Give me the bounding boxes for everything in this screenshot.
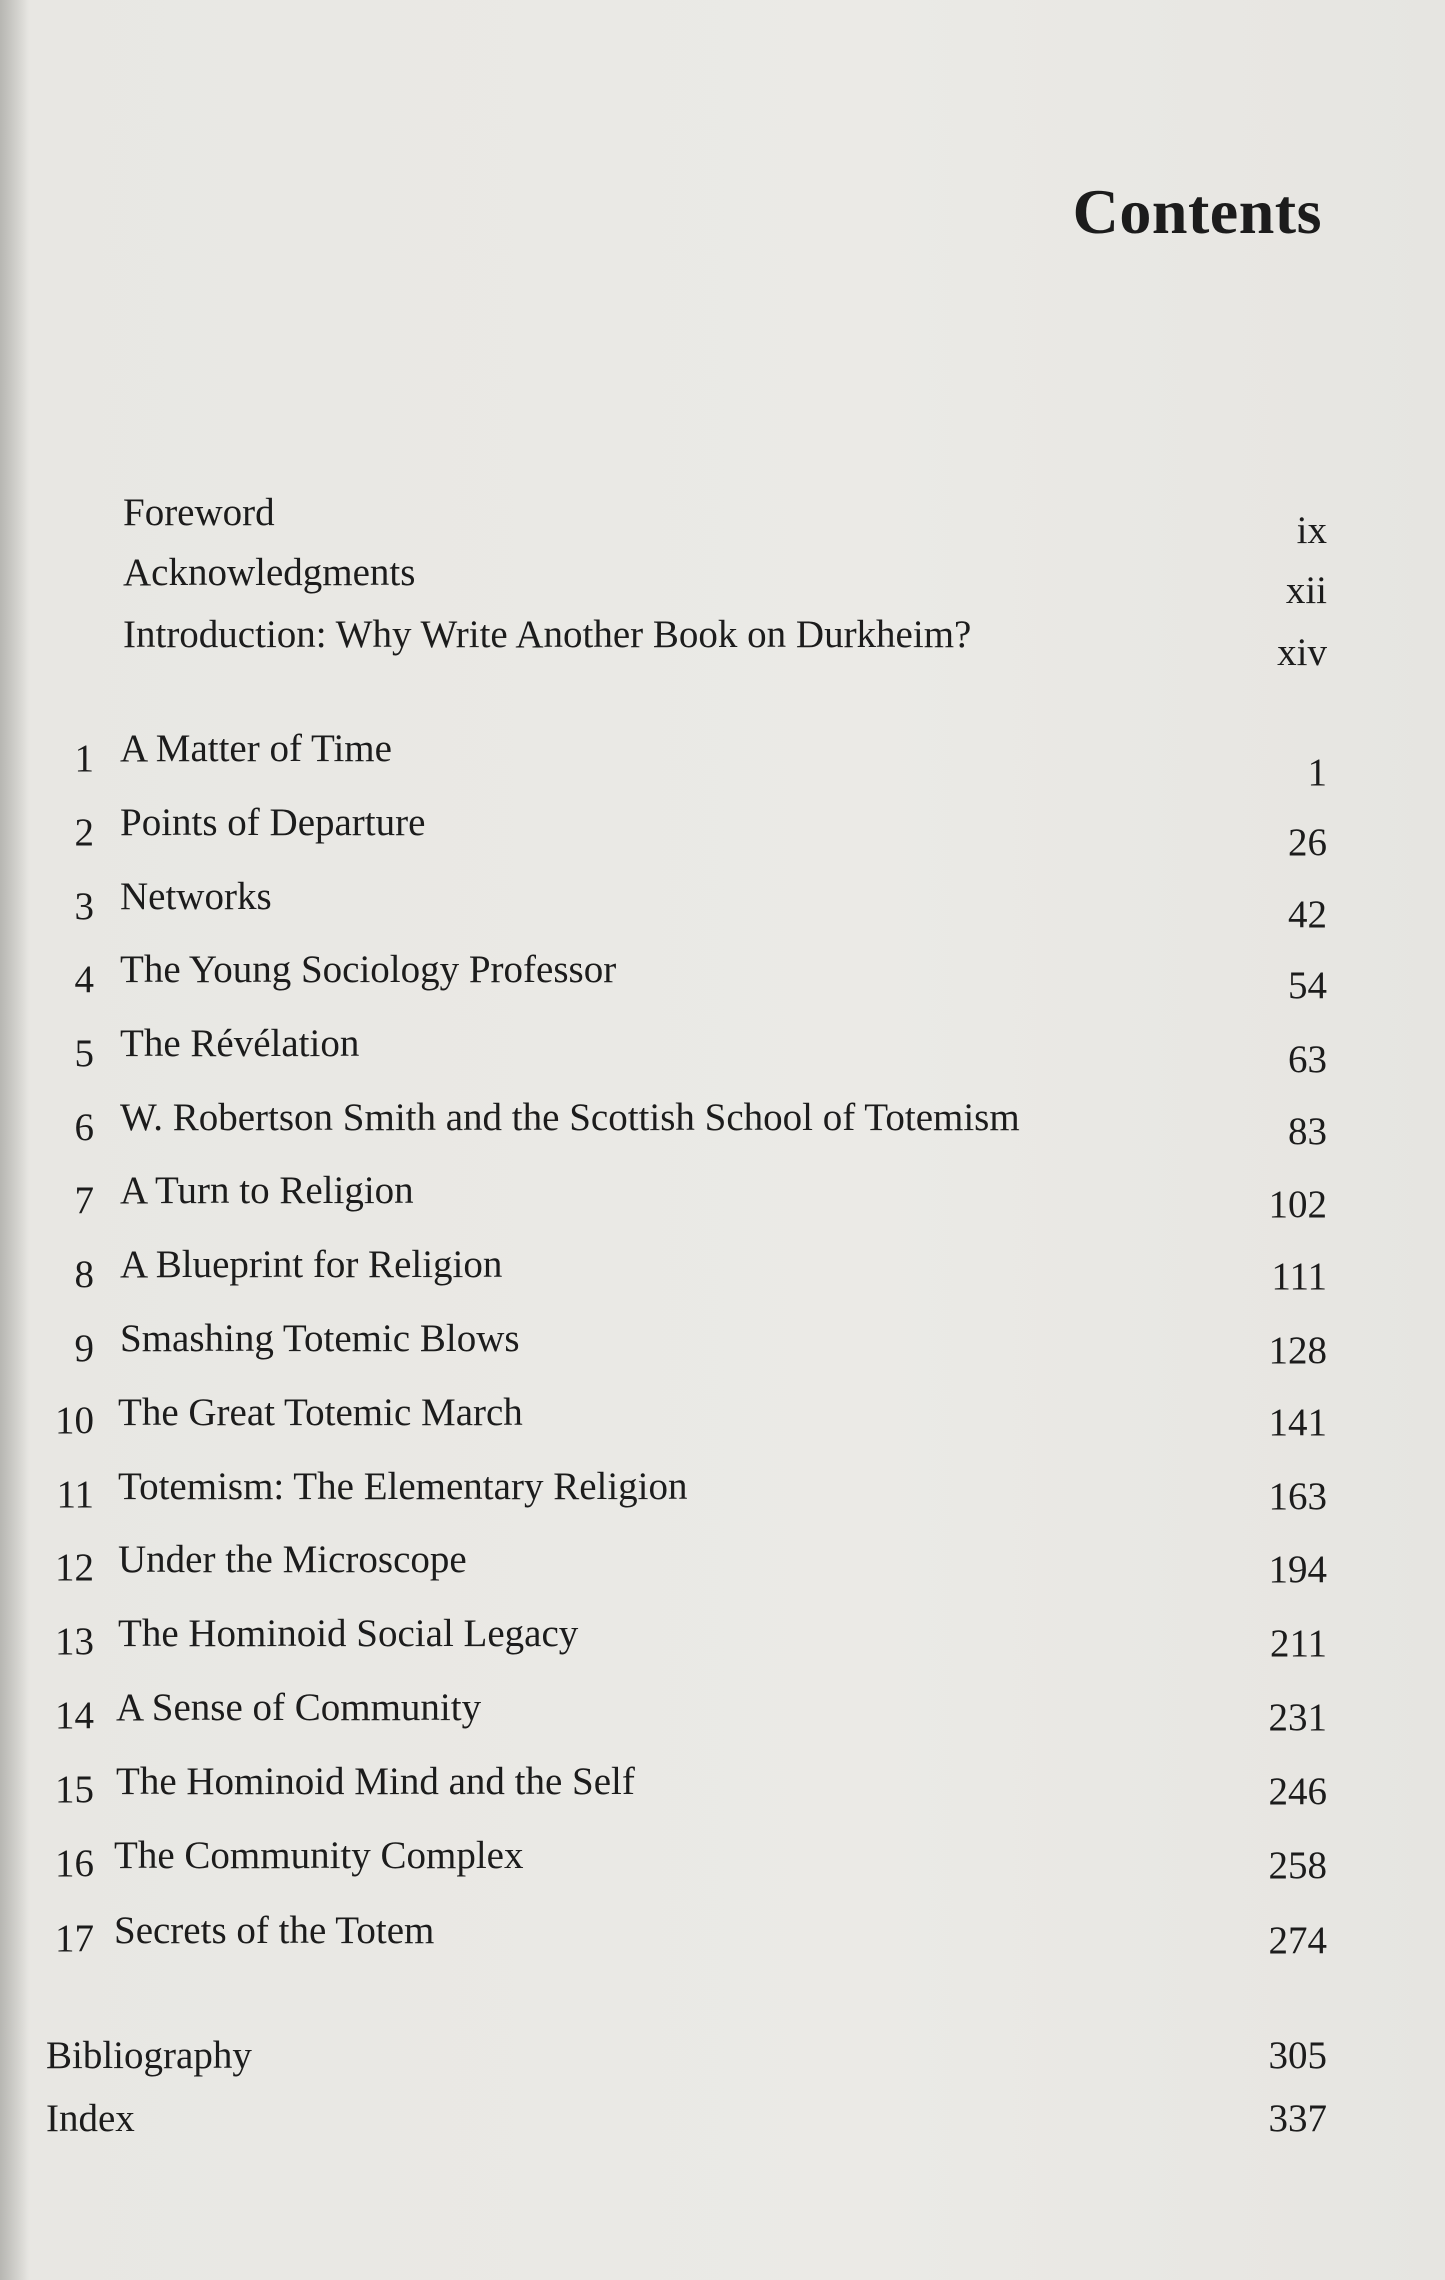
toc-entry-chapter — [0, 1833, 1445, 1893]
toc-entry-chapter — [0, 800, 1445, 864]
chapter-number: 7 — [74, 1179, 94, 1222]
toc-entry-chapter — [0, 726, 1445, 794]
toc-entry-page: 337 — [1268, 2097, 1327, 2140]
toc-entry-page: 305 — [1268, 2034, 1327, 2077]
toc-entry-chapter — [0, 1168, 1445, 1228]
toc-entry-title: A Matter of Time — [120, 727, 392, 770]
chapter-number: 11 — [56, 1473, 94, 1516]
toc-entry-title: Foreword — [123, 491, 275, 534]
toc-entry-chapter — [0, 1316, 1445, 1376]
toc-entry-page: 194 — [1268, 1548, 1327, 1591]
toc-entry-page: 274 — [1268, 1919, 1327, 1962]
toc-entry-chapter — [0, 874, 1445, 934]
chapter-number: 15 — [55, 1768, 94, 1811]
toc-entry-title: Points of Departure — [120, 801, 426, 844]
toc-entry-chapter — [0, 947, 1445, 1007]
toc-entry-page: 54 — [1288, 964, 1327, 1007]
toc-entry-page: 246 — [1268, 1770, 1327, 1813]
toc-entry-front-matter — [0, 550, 1445, 610]
chapter-number: 2 — [74, 811, 94, 854]
toc-entry-page: 128 — [1268, 1329, 1327, 1372]
toc-entry-chapter — [0, 1759, 1445, 1819]
toc-entry-page: 102 — [1268, 1183, 1327, 1226]
chapter-number: 12 — [55, 1546, 94, 1589]
toc-entry-title: The Young Sociology Professor — [120, 948, 617, 991]
toc-entry-title: Introduction: Why Write Another Book on Durkheim? — [123, 613, 972, 656]
toc-entry-title: Index — [46, 2097, 135, 2140]
toc-entry-title: A Blueprint for Religion — [120, 1243, 503, 1286]
toc-entry-page: ix — [1296, 509, 1327, 552]
toc-entry-chapter — [0, 1685, 1445, 1745]
toc-entry-page: 163 — [1268, 1475, 1327, 1518]
toc-entry-front-matter — [0, 490, 1445, 550]
toc-entry-title: A Sense of Community — [116, 1686, 482, 1729]
chapter-number: 1 — [74, 737, 94, 780]
page-title: Contents — [1072, 176, 1322, 247]
toc-entry-chapter — [0, 1537, 1445, 1597]
toc-entry-title: Under the Microscope — [118, 1538, 467, 1581]
toc-entry-chapter — [0, 1021, 1445, 1081]
toc-entry-title: The Hominoid Mind and the Self — [116, 1760, 635, 1803]
toc-entry-title: Networks — [120, 875, 272, 918]
chapter-number: 4 — [74, 958, 94, 1001]
chapter-number: 8 — [74, 1253, 94, 1296]
toc-entry-page: 258 — [1268, 1844, 1327, 1887]
toc-entry-page: 42 — [1288, 893, 1327, 936]
toc-entry-chapter — [0, 1464, 1445, 1524]
toc-entry-page: 231 — [1268, 1696, 1327, 1739]
chapter-number: 14 — [55, 1694, 94, 1737]
chapter-number: 10 — [55, 1399, 94, 1442]
toc-entry-page: 1 — [1307, 751, 1327, 794]
toc-entry-title: Acknowledgments — [123, 551, 416, 594]
toc-entry-chapter — [0, 1095, 1445, 1155]
chapter-number: 5 — [74, 1032, 94, 1075]
toc-entry-chapter — [0, 1908, 1445, 1968]
chapter-number: 9 — [74, 1327, 94, 1370]
toc-entry-page: xii — [1285, 569, 1327, 612]
toc-entry-title: The Révélation — [120, 1022, 360, 1065]
toc-entry-title: The Hominoid Social Legacy — [118, 1612, 579, 1655]
toc-entry-chapter — [0, 1242, 1445, 1302]
toc-entry-chapter — [0, 1390, 1445, 1450]
toc-entry-page: 111 — [1271, 1255, 1327, 1298]
chapter-number: 13 — [55, 1620, 94, 1663]
toc-entry-title: The Great Totemic March — [118, 1391, 523, 1434]
toc-entry-page: 211 — [1269, 1622, 1327, 1665]
toc-entry-page: 26 — [1288, 821, 1327, 864]
toc-entry-back-matter — [0, 2033, 1445, 2093]
toc-entry-front-matter — [0, 612, 1445, 672]
toc-entry-chapter — [0, 1611, 1445, 1671]
chapter-number: 3 — [74, 885, 94, 928]
toc-entry-title: Smashing Totemic Blows — [120, 1317, 520, 1360]
toc-entry-title: Secrets of the Totem — [114, 1909, 435, 1952]
toc-entry-page: xiv — [1277, 631, 1327, 674]
toc-entry-back-matter — [0, 2096, 1445, 2156]
toc-entry-page: 83 — [1288, 1110, 1327, 1153]
toc-entry-title: W. Robertson Smith and the Scottish School of Totemism — [120, 1096, 1020, 1139]
toc-entry-page: 63 — [1288, 1038, 1327, 1081]
toc-entry-page: 141 — [1268, 1401, 1327, 1444]
toc-entry-title: Bibliography — [46, 2034, 252, 2077]
toc-entry-title: The Community Complex — [114, 1834, 524, 1877]
chapter-number: 17 — [55, 1917, 94, 1960]
toc-entry-title: A Turn to Religion — [120, 1169, 414, 1212]
toc-entry-title: Totemism: The Elementary Religion — [118, 1465, 688, 1508]
chapter-number: 16 — [55, 1842, 94, 1885]
chapter-number: 6 — [74, 1106, 94, 1149]
